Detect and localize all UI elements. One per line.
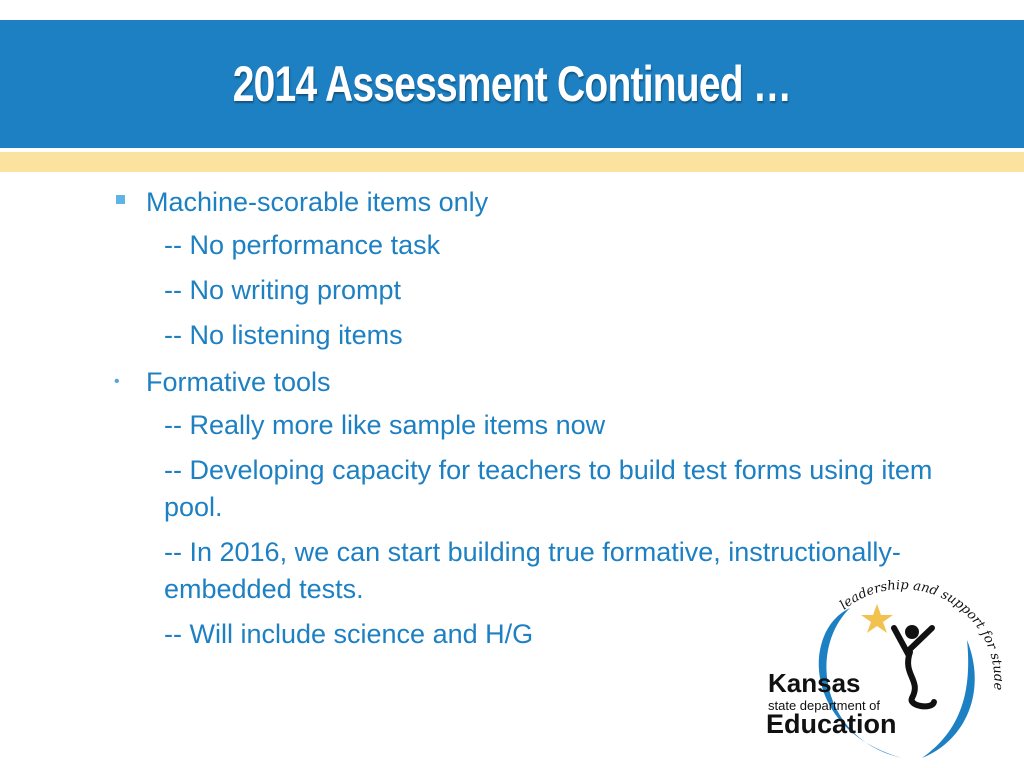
sub-item: -- Developing capacity for teachers to build test forms using item pool. [164, 455, 933, 522]
square-bullet-icon [116, 195, 125, 204]
sub-item: -- No writing prompt [164, 275, 402, 305]
sub-item: -- No performance task [164, 230, 441, 260]
sub-item: -- Will include science and H/G [164, 619, 534, 649]
slide-title: 2014 Assessment Continued … [232, 56, 792, 112]
logo-kansas: Kansas [768, 668, 861, 698]
dot-bullet-icon: • [114, 373, 120, 390]
sub-item: -- No listening items [164, 320, 403, 350]
title-bar [0, 20, 1024, 148]
logo-tagline: leadership and support for s [837, 580, 1002, 662]
bullet-item [112, 362, 952, 402]
sub-item: -- Really more like sample items now [164, 410, 606, 440]
bullet-item [112, 182, 952, 222]
ksde-logo [762, 580, 1002, 760]
sub-item: -- In 2016, we can start building true formative, instructionally-embedded tests. [164, 537, 901, 604]
accent-bar [0, 152, 1024, 172]
logo-education: Education [766, 709, 897, 739]
bullet-text: Machine-scorable items only [146, 187, 489, 217]
bullet-text: Formative tools [146, 367, 331, 397]
logo-state-dept: state department of [768, 698, 881, 713]
